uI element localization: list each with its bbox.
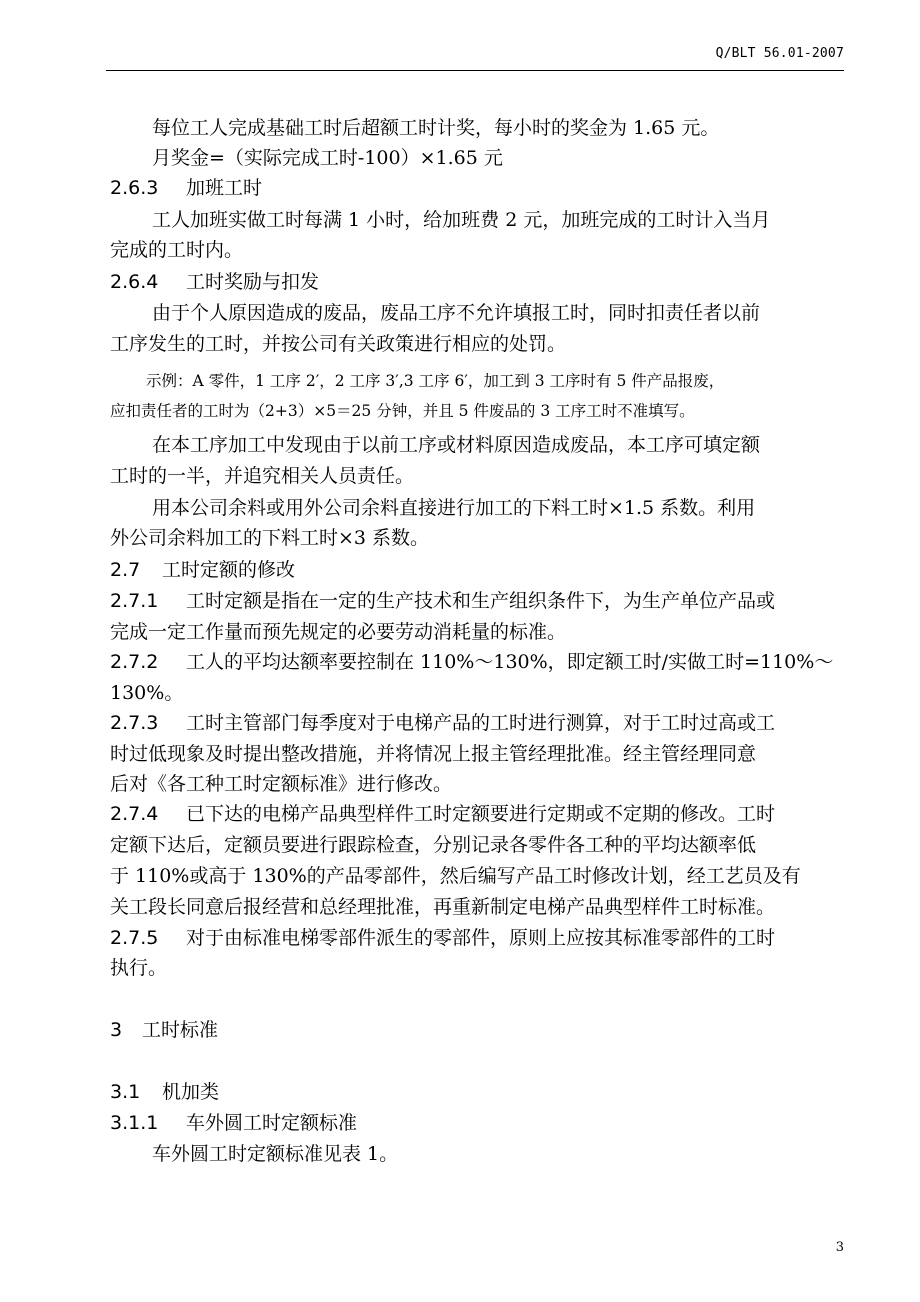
section-title: 车外圆工时定额标准 <box>186 1112 358 1134</box>
paragraph-line: 完成的工时内。 <box>110 239 244 261</box>
clause-2-7-2 <box>110 648 833 676</box>
section-heading-3-1 <box>110 1078 219 1106</box>
paragraph-line: 月奖金=（实际完成工时-100）×1.65 元 <box>152 147 503 169</box>
clause-text: 工人的平均达额率要控制在 110%～130%，即定额工时/实做工时=110%～ <box>186 651 834 673</box>
clause-2-7-1 <box>110 587 775 615</box>
section-title: 工时标准 <box>142 1019 219 1041</box>
section-heading-2-6-3 <box>110 174 262 202</box>
clause-2-7-4 <box>110 800 775 828</box>
section-heading-3-1-1 <box>110 1109 357 1137</box>
paragraph-line: 外公司余料加工的下料工时×3 系数。 <box>110 527 430 549</box>
section-heading-3 <box>110 1016 218 1044</box>
document-code: Q/BLT 56.01-2007 <box>715 46 844 61</box>
paragraph-line: 定额下达后，定额员要进行跟踪检查，分别记录各零件各工种的平均达额率低 <box>110 834 757 856</box>
clause-2-7-5 <box>110 924 775 952</box>
clause-2-7-3 <box>110 709 775 737</box>
section-number: 2.6.4 <box>110 271 159 293</box>
paragraph-line: 用本公司余料或用外公司余料直接进行加工的下料工时×1.5 系数。利用 <box>152 497 756 519</box>
paragraph-line: 130%。 <box>110 682 184 704</box>
section-number: 3.1.1 <box>110 1112 159 1134</box>
paragraph-line: 后对《各工种工时定额标准》进行修改。 <box>110 773 453 795</box>
paragraph-line: 工时的一半，并追究相关人员责任。 <box>110 465 415 487</box>
clause-text: 已下达的电梯产品典型样件工时定额要进行定期或不定期的修改。工时 <box>186 803 776 825</box>
paragraph-line: 工人加班实做工时每满 1 小时，给加班费 2 元，加班完成的工时计入当月 <box>152 209 771 231</box>
clause-number: 2.7.4 <box>110 803 159 825</box>
paragraph-line: 由于个人原因造成的废品，废品工序不允许填报工时，同时扣责任者以前 <box>152 302 761 324</box>
clause-number: 2.7.1 <box>110 590 159 612</box>
clause-text: 工时定额是指在一定的生产技术和生产组织条件下，为生产单位产品或 <box>186 590 776 612</box>
section-heading-2-6-4 <box>110 268 319 296</box>
paragraph-line: 执行。 <box>110 957 168 979</box>
paragraph-line: 每位工人完成基础工时后超额工时计奖，每小时的奖金为 1.65 元。 <box>152 117 720 139</box>
paragraph-line: 完成一定工作量而预先规定的必要劳动消耗量的标准。 <box>110 621 567 643</box>
section-title: 工时定额的修改 <box>162 559 296 581</box>
example-line: 示例：A 零件，1 工序 2′，2 工序 3′,3 工序 6′，加工到 3 工序时有 5 件产品报废， <box>146 372 725 390</box>
clause-number: 2.7.5 <box>110 927 159 949</box>
section-number: 3.1 <box>110 1081 141 1103</box>
page-number: 3 <box>835 1240 844 1255</box>
section-title: 机加类 <box>162 1081 220 1103</box>
section-title: 工时奖励与扣发 <box>186 271 320 293</box>
section-number: 2.6.3 <box>110 177 159 199</box>
clause-text: 工时主管部门每季度对于电梯产品的工时进行测算，对于工时过高或工 <box>186 712 776 734</box>
paragraph-line: 车外圆工时定额标准见表 1。 <box>152 1143 399 1165</box>
paragraph-line: 时过低现象及时提出整改措施，并将情况上报主管经理批准。经主管经理同意 <box>110 743 757 765</box>
paragraph-line: 关工段长同意后报经营和总经理批准，再重新制定电梯产品典型样件工时标准。 <box>110 896 776 918</box>
clause-number: 2.7.2 <box>110 651 159 673</box>
paragraph-line: 工序发生的工时，并按公司有关政策进行相应的处罚。 <box>110 333 567 355</box>
example-line: 应扣责任者的工时为（2+3）×5＝25 分钟，并且 5 件废品的 3 工序工时不准填写。 <box>110 402 695 420</box>
section-title: 加班工时 <box>186 177 263 199</box>
paragraph-line: 于 110%或高于 130%的产品零部件，然后编写产品工时修改计划，经工艺员及有 <box>110 865 801 887</box>
section-number: 2.7 <box>110 559 141 581</box>
section-heading-2-7 <box>110 556 295 584</box>
paragraph-line: 在本工序加工中发现由于以前工序或材料原因造成废品，本工序可填定额 <box>152 434 761 456</box>
clause-number: 2.7.3 <box>110 712 159 734</box>
header-rule <box>106 70 844 71</box>
section-number: 3 <box>110 1019 123 1041</box>
clause-text: 对于由标准电梯零部件派生的零部件，原则上应按其标准零部件的工时 <box>186 927 776 949</box>
